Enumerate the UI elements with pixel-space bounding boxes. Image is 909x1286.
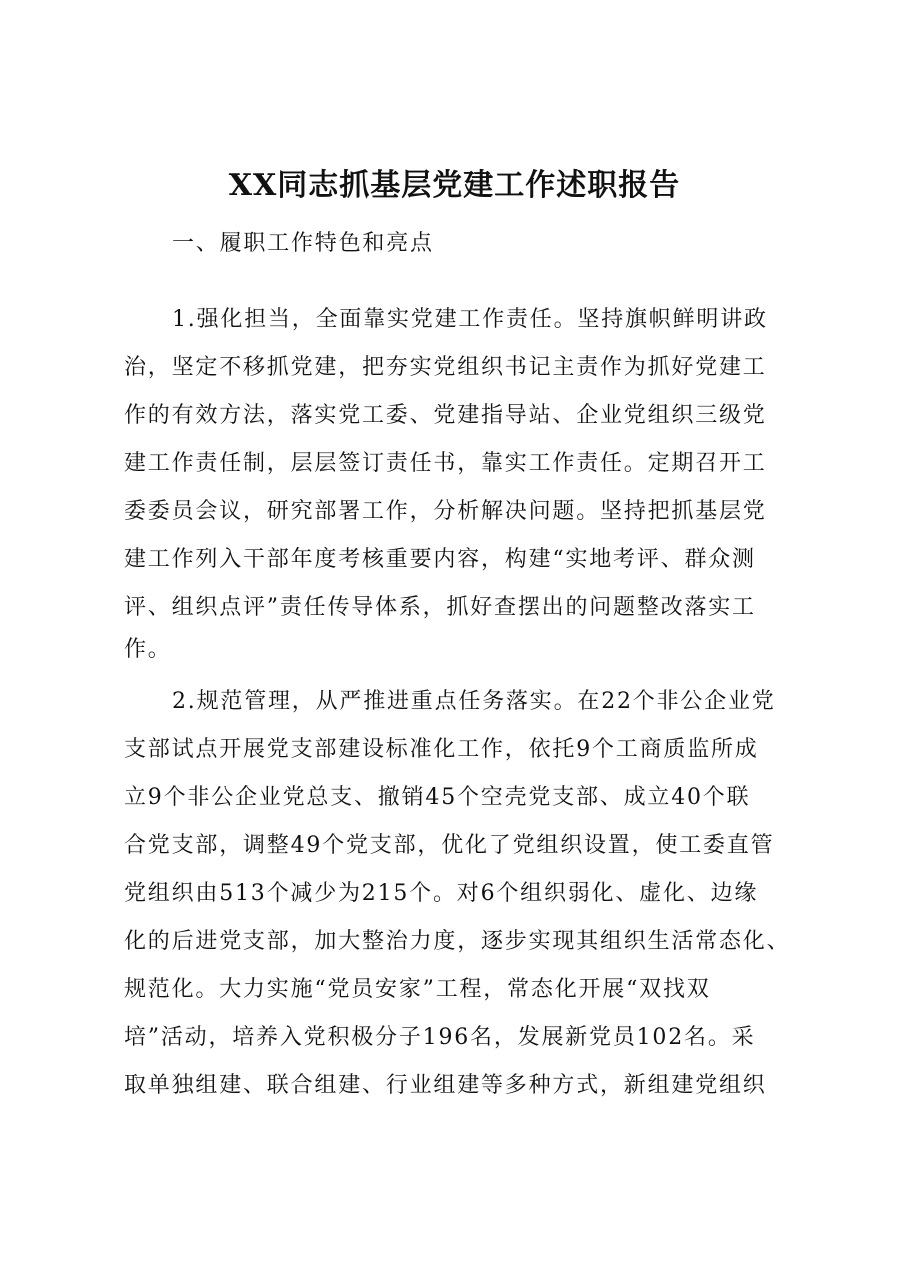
paragraph-2-line-4: 合党支部，调整49个党支部，优化了党组织设置，使工委直管 (124, 833, 775, 858)
paragraph-2-line-3: 立9个非公企业党总支、撤销45个空壳党支部、成立40个联 (124, 785, 751, 810)
paragraph-1-line-3: 作的有效方法，落实党工委、党建指导站、企业党组织三级党 (124, 403, 767, 428)
paragraph-2-line-7: 规范化。大力实施“党员安家”工程，常态化开展“双找双 (124, 977, 711, 1002)
paragraph-1-line-2: 治，坚定不移抓党建，把夯实党组织书记主责作为抓好党建工 (124, 355, 767, 380)
paragraph-2-line-2: 支部试点开展党支部建设标准化工作，依托9个工商质监所成 (124, 737, 759, 762)
paragraph-1-line-7: 评、组织点评”责任传导体系，抓好查摆出的问题整改落实工 (124, 595, 756, 620)
section-heading: 一、履职工作特色和亮点 (172, 231, 434, 256)
paragraph-2-line-5: 党组织由513个减少为215个。对6个组织弱化、虚化、边缘 (124, 881, 759, 906)
paragraph-2-line-6: 化的后进党支部，加大整治力度，逐步实现其组织生活常态化、 (124, 929, 791, 954)
paragraph-1-line-6: 建工作列入干部年度考核重要内容，构建“实地考评、群众测 (124, 547, 756, 572)
paragraph-1-line-1: 1.强化担当，全面靠实党建工作责任。坚持旗帜鲜明讲政 (172, 307, 768, 332)
document-title: XX同志抓基层党建工作述职报告 (228, 168, 681, 203)
paragraph-1-line-8: 作。 (124, 637, 172, 662)
paragraph-1-line-4: 建工作责任制，层层签订责任书，靠实工作责任。定期召开工 (124, 451, 767, 476)
paragraph-2-line-1: 2.规范管理，从严推进重点任务落实。在22个非公企业党 (172, 689, 776, 714)
paragraph-2-line-9: 取单独组建、联合组建、行业组建等多种方式，新组建党组织 (124, 1073, 767, 1098)
paragraph-2-line-8: 培”活动，培养入党积极分子196名，发展新党员102名。采 (124, 1025, 756, 1050)
paragraph-1-line-5: 委委员会议，研究部署工作，分析解决问题。坚持把抓基层党 (124, 499, 767, 524)
